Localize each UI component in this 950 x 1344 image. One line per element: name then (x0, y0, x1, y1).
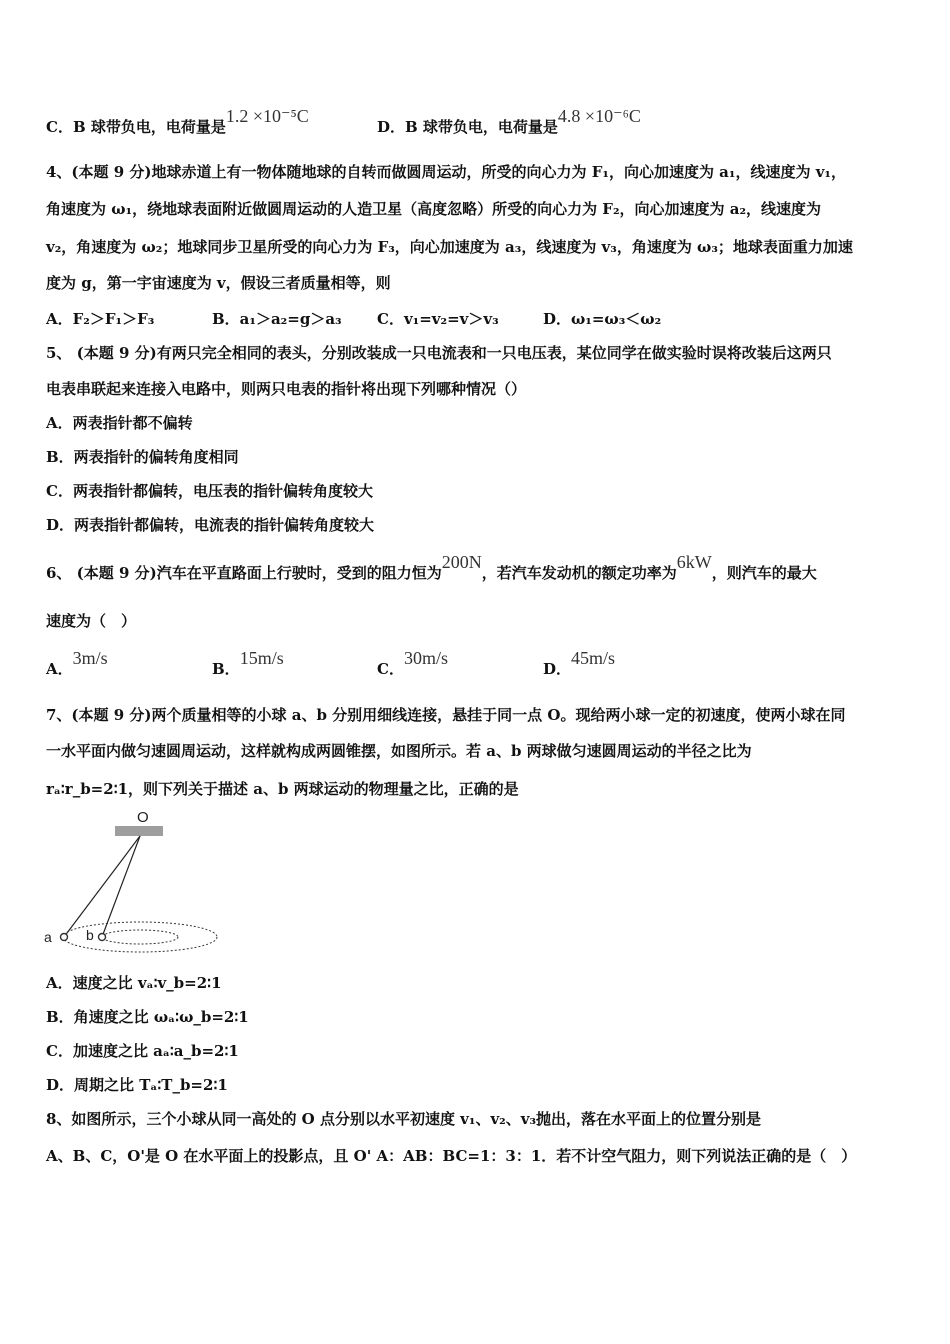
q7-option-c: C．加速度之比 aₐ∶a_b=2∶1 (46, 1042, 239, 1060)
figure-label-b: b (86, 927, 94, 943)
q6-option-b-value: 15m/s (239, 648, 284, 668)
q4-option-b: B．a₁＞a₂=g＞a₃ (212, 310, 342, 328)
q6-option-a (46, 648, 108, 679)
q5-option-d: D．两表指针都偏转，电流表的指针偏转角度较大 (46, 516, 375, 534)
q4-stem-line-1: 4、(本题 9 分)地球赤道上有一物体随地球的自转而做圆周运动，所受的向心力为 F₁，向心加速度为 a₁，线速度为 v₁， (46, 163, 846, 181)
q3-option-c (46, 106, 309, 137)
q7-stem-line-3: rₐ∶r_b=2∶1，则下列关于描述 a、b 两球运动的物理量之比，正确的是 (46, 780, 519, 798)
q3-option-c-label: C．B 球带负电，电荷量是 (46, 118, 226, 136)
q7-option-d: D．周期之比 Tₐ∶T_b=2∶1 (46, 1076, 228, 1094)
q6-force-value: 200N (441, 552, 482, 572)
q3-option-d-label: D．B 球带负电，电荷量是 (377, 118, 558, 136)
q6-option-a-value: 3m/s (72, 648, 108, 668)
q6-power-value: 6kW (676, 552, 712, 572)
q6-option-d (543, 648, 616, 679)
q5-option-a: A．两表指针都不偏转 (46, 414, 193, 432)
q4-option-a: A．F₂＞F₁＞F₃ (46, 310, 155, 328)
figure-label-a: a (44, 929, 52, 945)
q6-option-d-label: D． (543, 660, 572, 678)
q6-stem-line-1 (46, 552, 817, 583)
q8-stem-line-2: A、B、C，O'是 O 在水平面上的投影点，且 O' A：AB：BC=1：3：1．若不计空气阻力，则下列说法正确的是（ ） (46, 1147, 857, 1165)
q6-option-c-value: 30m/s (403, 648, 448, 668)
q6-stem-part-1: 6、 (本题 9 分)汽车在平直路面上行驶时，受到的阻力恒为 (46, 564, 442, 582)
q3-option-c-value: 1.2 ×10⁻⁵C (225, 106, 309, 126)
q7-stem-line-1: 7、(本题 9 分)两个质量相等的小球 a、b 分别用细线连接，悬挂于同一点 O。现给两小球一定的初速度，使两小球在同 (46, 706, 846, 724)
q5-option-c: C．两表指针都偏转，电压表的指针偏转角度较大 (46, 482, 373, 500)
ball-a (61, 934, 68, 941)
q6-stem-part-2: ，若汽车发动机的额定功率为 (481, 564, 677, 582)
q6-stem-line-2: 速度为（ ） (46, 612, 137, 630)
q7-option-b: B．角速度之比 ωₐ∶ω_b=2∶1 (46, 1008, 249, 1026)
q6-stem-part-3: ，则汽车的最大 (711, 564, 817, 582)
q6-option-d-value: 45m/s (571, 648, 616, 668)
q3-option-d-value: 4.8 ×10⁻⁶C (557, 106, 641, 126)
q4-stem-line-4: 度为 g，第一宇宙速度为 v，假设三者质量相等，则 (46, 274, 391, 292)
q5-option-b: B．两表指针的偏转角度相同 (46, 448, 239, 466)
q4-option-d: D．ω₁=ω₃＜ω₂ (543, 310, 662, 328)
ball-b (99, 934, 106, 941)
q7-stem-line-2: 一水平面内做匀速圆周运动，这样就构成两圆锥摆，如图所示。若 a、b 两球做匀速圆周运动的半径之比为 (46, 742, 752, 760)
q5-stem-line-2: 电表串联起来连接入电路中，则两只电表的指针将出现下列哪种情况（） (46, 380, 527, 398)
q5-stem-line-1: 5、 (本题 9 分)有两只完全相同的表头，分别改装成一只电流表和一只电压表，某位同学在做实验时误将改装后这两只 (46, 344, 832, 362)
figure-label-o: O (137, 809, 149, 826)
string-a (64, 836, 140, 937)
ceiling-support (115, 826, 163, 836)
q7-option-a: A．速度之比 vₐ∶v_b=2∶1 (46, 974, 222, 992)
q6-option-c-label: C． (377, 660, 404, 678)
q3-option-d (377, 106, 641, 137)
q6-option-c (377, 648, 448, 679)
q6-option-b (212, 648, 284, 679)
string-b (102, 836, 140, 937)
orbit-b (102, 930, 178, 944)
q4-stem-line-3: v₂，角速度为 ω₂；地球同步卫星所受的向心力为 F₃，向心加速度为 a₃，线速度为 v₃，角速度为 ω₃；地球表面重力加速 (46, 238, 853, 256)
q4-option-c: C．v₁=v₂=v＞v₃ (377, 310, 499, 328)
q4-stem-line-2: 角速度为 ω₁，绕地球表面附近做圆周运动的人造卫星（高度忽略）所受的向心力为 F₂，向心加速度为 a₂，线速度为 (46, 200, 822, 218)
q6-option-b-label: B． (212, 660, 240, 678)
conical-pendulum-figure (40, 805, 230, 959)
q6-option-a-label: A． (46, 660, 73, 678)
q8-stem-line-1: 8、如图所示，三个小球从同一高处的 O 点分别以水平初速度 v₁、v₂、v₃抛出，落在水平面上的位置分别是 (46, 1110, 762, 1128)
